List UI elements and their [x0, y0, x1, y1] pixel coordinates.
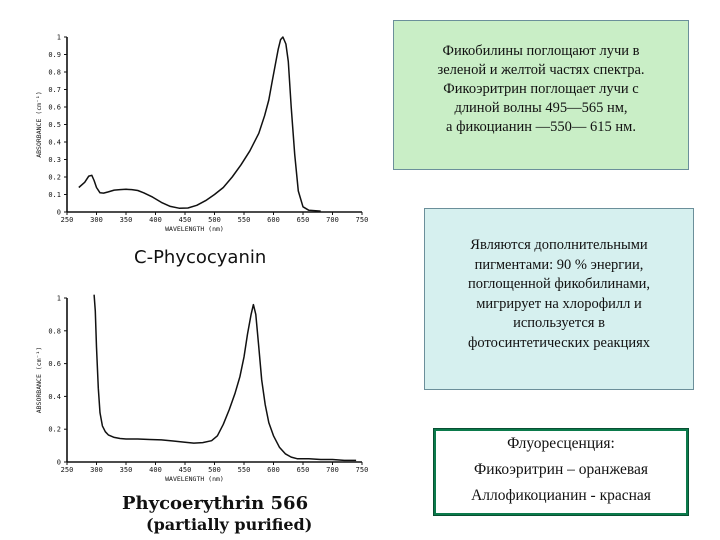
box3-line: Фикоэритрин – оранжевая [474, 461, 648, 478]
box2-line: пигментами: 90 % энергии, [474, 256, 644, 273]
info-box-accessory-pigments [424, 208, 694, 390]
y-tick-label: 0.4 [48, 392, 61, 401]
x-tick-label: 650 [296, 466, 310, 474]
y-axis-title: ABSORBANCE (cm⁻¹) [35, 91, 43, 158]
x-tick-label: 700 [326, 216, 339, 224]
box3-line: Флуоресценция: [507, 435, 615, 452]
box1-line: а фикоцианин —550— 615 нм. [446, 119, 636, 135]
box2-line: фотосинтетических реакциях [467, 334, 651, 351]
chart-c-phycocyanin [35, 34, 368, 234]
x-tick-label: 550 [237, 466, 251, 474]
x-tick-label: 350 [119, 216, 133, 224]
x-tick-label: 250 [60, 466, 74, 474]
x-tick-label: 400 [149, 466, 162, 474]
y-tick-label: 0.3 [48, 156, 61, 164]
x-tick-label: 550 [237, 216, 251, 224]
x-tick-label: 650 [296, 216, 310, 224]
box2-line: мигрирует на хлорофилл и [476, 295, 642, 312]
y-tick-label: 0 [56, 208, 61, 217]
x-tick-label: 700 [326, 466, 339, 474]
y-tick-label: 0.5 [48, 121, 61, 129]
box3-inner [436, 431, 686, 513]
box1-line: длиной волны 495—565 нм, [454, 100, 628, 116]
x-tick-label: 300 [90, 466, 103, 474]
x-tick-label: 450 [178, 216, 192, 224]
y-tick-label: 0.6 [48, 360, 61, 369]
y-tick-label: 0.2 [48, 425, 61, 434]
y-tick-label: 0.8 [48, 68, 61, 77]
y-tick-label: 0.7 [48, 86, 61, 94]
box1-line: Фикоэритрин поглощает лучи с [443, 81, 639, 97]
y-tick-label: 0.6 [48, 103, 61, 112]
chart-phycoerythrin-566 [35, 295, 368, 484]
x-tick-label: 450 [178, 466, 192, 474]
x-tick-label: 500 [208, 216, 221, 224]
y-tick-label: 0 [56, 458, 61, 467]
x-tick-label: 350 [119, 466, 133, 474]
info-box-absorption [393, 20, 689, 170]
box3-line: Аллофикоцианин - красная [471, 487, 651, 504]
box1-line: Фикобилины поглощают лучи в [442, 43, 640, 59]
series-line [79, 37, 321, 211]
y-tick-label: 0.4 [48, 138, 61, 147]
x-tick-label: 750 [355, 216, 369, 224]
chart2-subtitle: (partially purified) [146, 515, 313, 534]
y-tick-label: 0.1 [48, 191, 61, 199]
box2-line: используется в [513, 315, 605, 331]
x-tick-label: 400 [149, 216, 162, 224]
x-tick-label: 600 [267, 466, 280, 474]
y-axis-title: ABSORBANCE (cm⁻¹) [35, 346, 43, 414]
chart2-title: Phycoerythrin 566 [122, 493, 309, 514]
x-tick-label: 250 [60, 216, 74, 224]
box1-line: зеленой и желтой частях спектра. [437, 62, 645, 78]
x-tick-label: 750 [355, 466, 369, 474]
y-tick-label: 1 [56, 33, 61, 42]
x-tick-label: 300 [90, 216, 103, 224]
y-tick-label: 0.8 [48, 327, 61, 336]
x-axis-title: WAVELENGTH (nm) [165, 475, 224, 483]
y-tick-label: 0.9 [48, 51, 61, 59]
box2-line: поглощенной фикобилинами, [467, 276, 651, 292]
info-box-fluorescence [433, 428, 689, 516]
y-tick-label: 1 [56, 294, 61, 303]
y-tick-label: 0.2 [48, 173, 61, 182]
series-line [94, 295, 356, 461]
x-axis-title: WAVELENGTH (nm) [165, 225, 224, 233]
box2-line: Являются дополнительными [470, 237, 648, 253]
x-tick-label: 500 [208, 466, 221, 474]
chart1-title: C-Phycocyanin [134, 247, 267, 268]
x-tick-label: 600 [267, 216, 280, 224]
